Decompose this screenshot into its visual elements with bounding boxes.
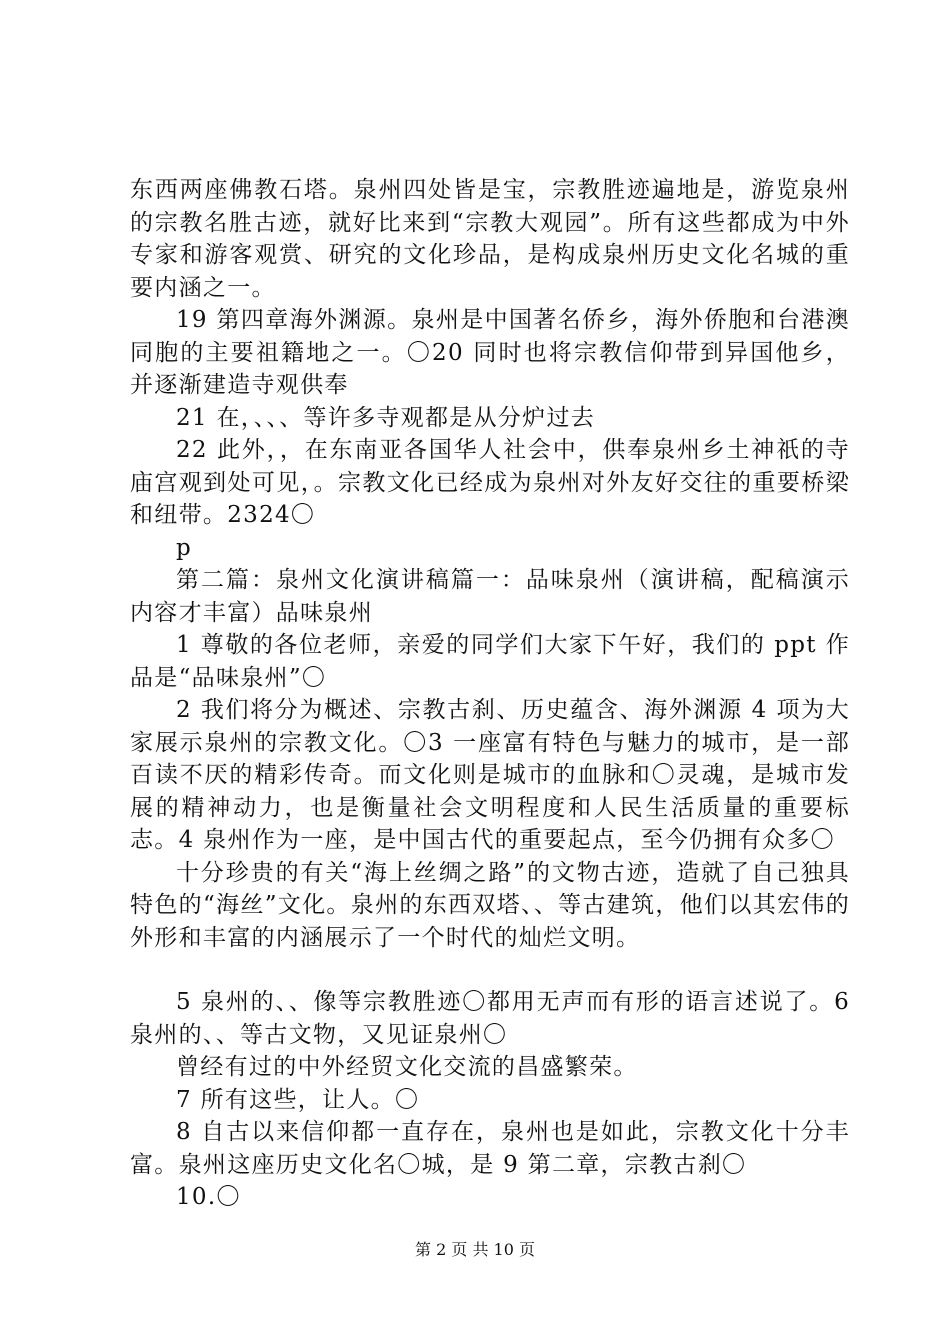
paragraph-22: 22 此外，，在东南亚各国华人社会中，供奉泉州乡土神祇的寺庙宫观到处可见，。宗教文化已经成为泉州对外友好交往的重要桥梁和纽带。2324〇 <box>130 437 850 528</box>
paragraph-10: 10.〇 <box>176 1184 241 1210</box>
paragraph-5-6: 5 泉州的、、像等宗教胜迹〇都用无声而有形的语言述说了。6 泉州的、、等古文物，又见证泉州〇 <box>130 989 850 1048</box>
paragraph-8-9: 8 自古以来信仰都一直存在，泉州也是如此，宗教文化十分丰富。泉州这座历史文化名〇城，是 9 第二章，宗教古刹〇 <box>130 1119 850 1178</box>
page-footer: 第 2 页 共 10 页 <box>415 1240 535 1259</box>
paragraph-21: 21 在，、、、等许多寺观都是从分炉过去 <box>176 404 596 431</box>
paragraph-1-greeting: 1 尊敬的各位老师，亲爱的同学们大家下午好，我们的 ppt 作品是“品味泉州”〇 <box>130 632 850 691</box>
paragraph-19-overseas-origins: 19 第四章海外渊源。泉州是中国著名侨乡，海外侨胞和台港澳同胞的主要祖籍地之一。〇20 同时也将宗教信仰带到异国他乡，并逐渐建造寺观供奉 <box>130 307 850 398</box>
paragraph-trade-prosperity: 曾经有过的中外经贸文化交流的昌盛繁荣。 <box>176 1054 638 1080</box>
paragraph-spacer <box>130 954 850 986</box>
document-body <box>130 174 850 1214</box>
paragraph-maritime-silk-road: 十分珍贵的有关“海上丝绸之路”的文物古迹，造就了自己独具特色的“海丝”文化。泉州的东西双塔、、等古建筑，他们以其宏伟的外形和丰富的内涵展示了一个时代的灿烂文明。 <box>130 859 850 951</box>
paragraph-7: 7 所有这些，让人。〇 <box>176 1086 420 1113</box>
section-heading-part-two: 第二篇：泉州文化演讲稿篇一：品味泉州（演讲稿，配稿演示内容才丰富）品味泉州 <box>130 567 850 626</box>
paragraph-p: p <box>176 534 193 561</box>
paragraph-religious-sites: 东西两座佛教石塔。泉州四处皆是宝，宗教胜迹遍地是，游览泉州的宗教名胜古迹，就好比来到“宗教大观园”。所有这些都成为中外专家和游客观赏、研究的文化珍品，是构成泉州历史文化名城的重要内涵之一。 <box>130 177 850 301</box>
paragraph-2-4-overview: 2 我们将分为概述、宗教古刹、历史蕴含、海外渊源 4 项为大家展示泉州的宗教文化。〇3 一座富有特色与魅力的城市，是一部百读不厌的精彩传奇。而文化则是城市的血脉和〇灵魂，是城市发展的精神动力，也是衡量社会文明程度和人民生活质量的重要标志。4 泉州作为一座，是中国古代的重要起点，至今仍拥有众多〇 <box>130 697 850 853</box>
